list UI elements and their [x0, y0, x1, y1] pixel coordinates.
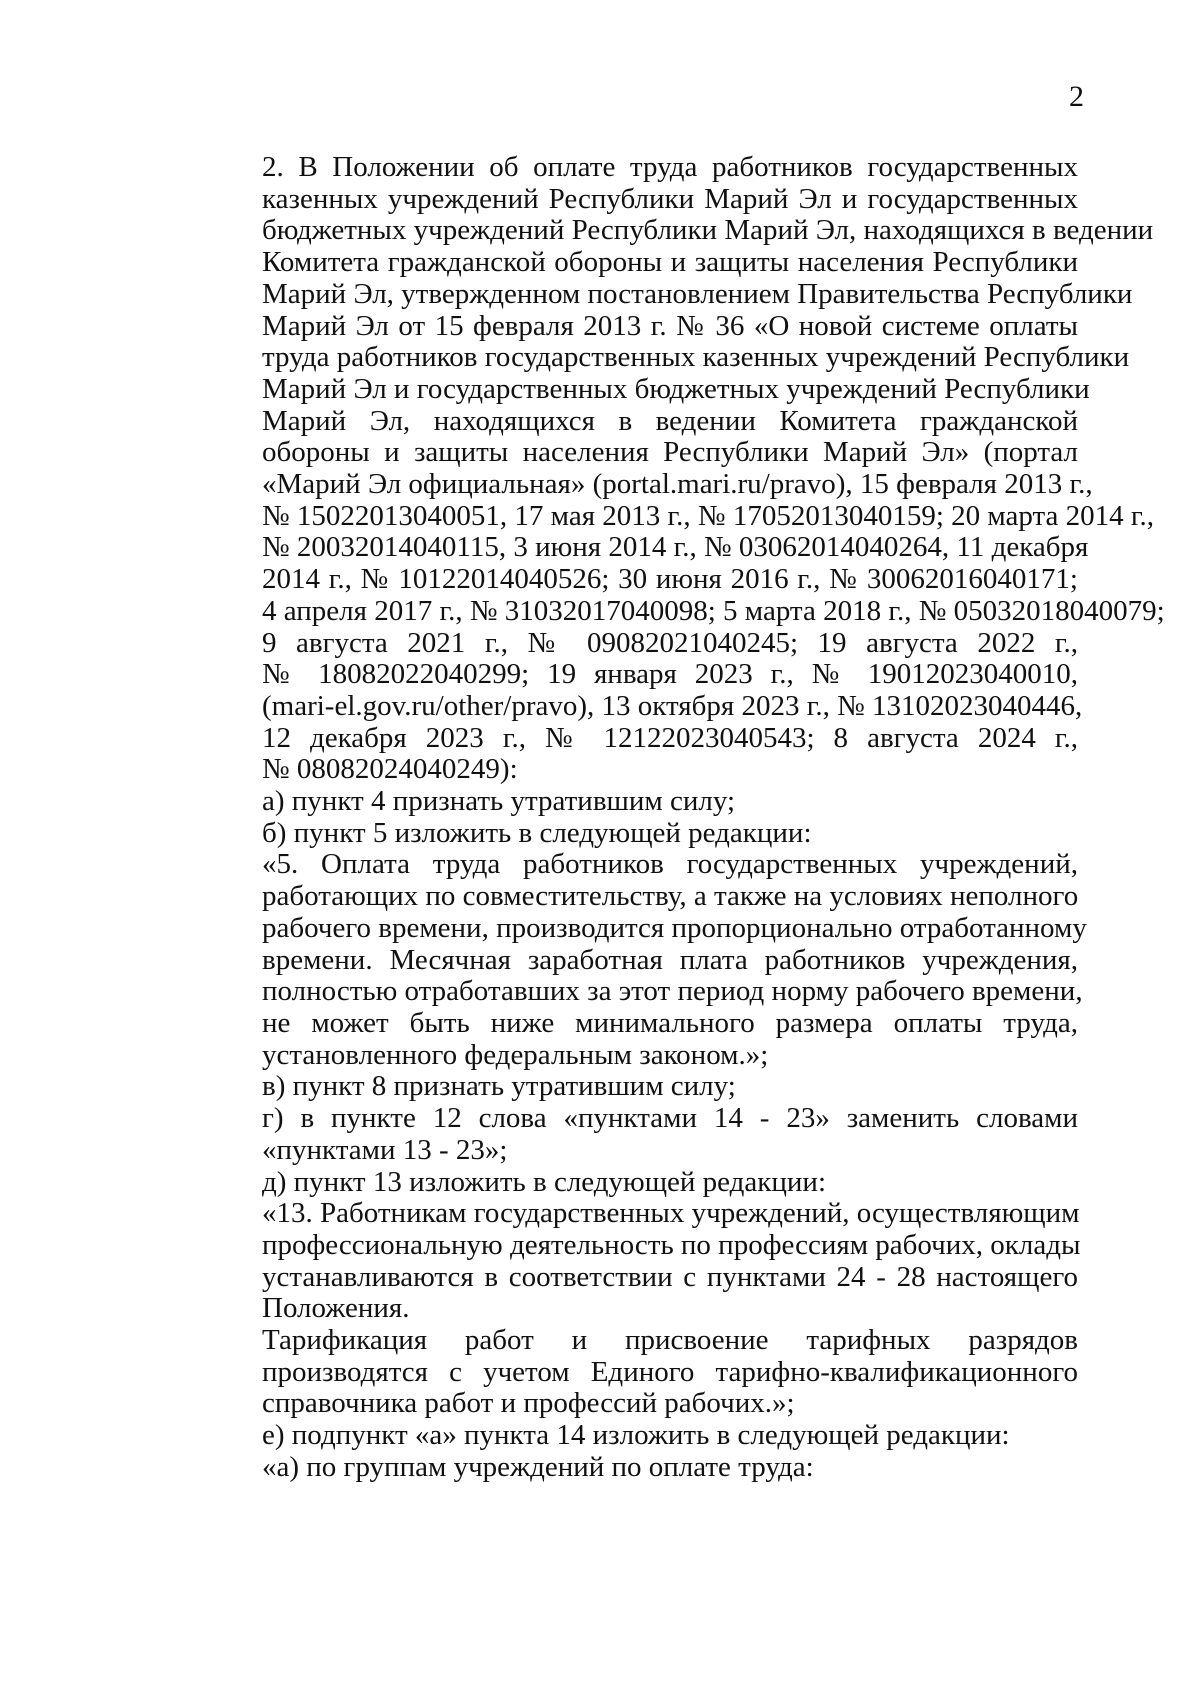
- item-d: д) пункт 13 изложить в следующей редакции:: [262, 1165, 826, 1198]
- item-e: е) подпункт «а» пункта 14 изложить в следующей редакции:: [262, 1419, 1010, 1452]
- document-body: [192, 151, 1165, 1484]
- text-line: Марий Эл от 15 февраля 2013 г. № 36 «О новой системе оплаты: [262, 309, 1078, 342]
- item-a-groups: «а) по группам учреждений по оплате труда:: [262, 1450, 814, 1483]
- text-line: справочника работ и профессий рабочих.»;: [262, 1387, 795, 1420]
- text-line: № 08082024040249):: [262, 753, 518, 786]
- text-line: труда работников государственных казенных учреждений Республики: [262, 341, 1130, 374]
- text-line: производятся с учетом Единого тарифно-квалификационного: [262, 1355, 1078, 1388]
- text-line: 2014 г., № 10122014040526; 30 июня 2016 г., № 30062016040171;: [262, 563, 1078, 596]
- page-number: 2: [1069, 80, 1084, 113]
- text-line: устанавливаются в соответствии с пунктами 24 - 28 настоящего: [262, 1260, 1078, 1293]
- text-line: не может быть ниже минимального размера оплаты труда,: [262, 1006, 1078, 1039]
- text-line: Марий Эл, утвержденном постановлением Правительства Республики: [262, 277, 1133, 310]
- text-line: Положения.: [262, 1292, 410, 1325]
- text-line: № 20032014040115, 3 июня 2014 г., № 03062014040264, 11 декабря: [262, 531, 1089, 564]
- text-line: «13. Работникам государственных учреждений, осуществляющим: [262, 1197, 1080, 1230]
- text-line: казенных учреждений Республики Марий Эл и государственных: [262, 182, 1078, 215]
- text-line: 2. В Положении об оплате труда работников государственных: [262, 151, 1078, 183]
- text-line: 4 апреля 2017 г., № 31032017040098; 5 марта 2018 г., № 05032018040079;: [262, 594, 1165, 627]
- text-line: Комитета гражданской обороны и защиты населения Республики: [262, 246, 1078, 279]
- item-v: в) пункт 8 признать утратившим силу;: [262, 1070, 736, 1103]
- text-line: (mari-el.gov.ru/other/pravo), 13 октября 2023 г., № 13102023040446,: [262, 689, 1083, 722]
- text-line: Марий Эл и государственных бюджетных учреждений Республики: [262, 372, 1090, 405]
- text-line: 12 декабря 2023 г., № 12122023040543; 8 августа 2024 г.,: [262, 721, 1078, 754]
- text-line: установленного федеральным законом.»;: [262, 1038, 769, 1071]
- text-line: работающих по совместительству, а также на условиях неполного: [262, 880, 1079, 913]
- text-line: рабочего времени, производится пропорционально отработанному: [262, 911, 1087, 944]
- text-line: полностью отработавших за этот период норму рабочего времени,: [262, 975, 1083, 1008]
- tariff-paragraph: [192, 1325, 1078, 1420]
- text-line: 9 августа 2021 г., № 09082021040245; 19 августа 2022 г.,: [262, 626, 1078, 659]
- text-line: Марий Эл, находящихся в ведении Комитета гражданской: [262, 404, 1078, 437]
- text-line: бюджетных учреждений Республики Марий Эл, находящихся в ведении: [262, 214, 1154, 247]
- text-line: «пунктами 13 - 23»;: [262, 1133, 508, 1166]
- text-line: г) в пункте 12 слова «пунктами 14 - 23» заменить словами: [262, 1102, 1078, 1135]
- text-line: профессиональную деятельность по профессиям рабочих, оклады: [262, 1228, 1081, 1261]
- text-line: Тарификация работ и присвоение тарифных разрядов: [262, 1324, 1078, 1357]
- quote-point-5: [192, 848, 1087, 1071]
- item-a: а) пункт 4 признать утратившим силу;: [262, 785, 736, 818]
- text-line: «Марий Эл официальная» (portal.mari.ru/pravo), 15 февраля 2013 г.,: [262, 468, 1093, 501]
- text-line: № 15022013040051, 17 мая 2013 г., № 17052013040159; 20 марта 2014 г.,: [262, 499, 1155, 532]
- text-line: обороны и защиты населения Республики Марий Эл» (портал: [262, 436, 1078, 469]
- text-line: времени. Месячная заработная плата работников учреждения,: [262, 943, 1078, 976]
- text-line: № 18082022040299; 19 января 2023 г., № 19012023040010,: [262, 658, 1078, 691]
- item-b: б) пункт 5 изложить в следующей редакции:: [262, 816, 812, 849]
- quote-point-13: [192, 1197, 1081, 1325]
- text-line: «5. Оплата труда работников государственных учреждений,: [262, 848, 1078, 881]
- paragraph-2-amendments: [192, 151, 1165, 786]
- item-g: [192, 1103, 1078, 1166]
